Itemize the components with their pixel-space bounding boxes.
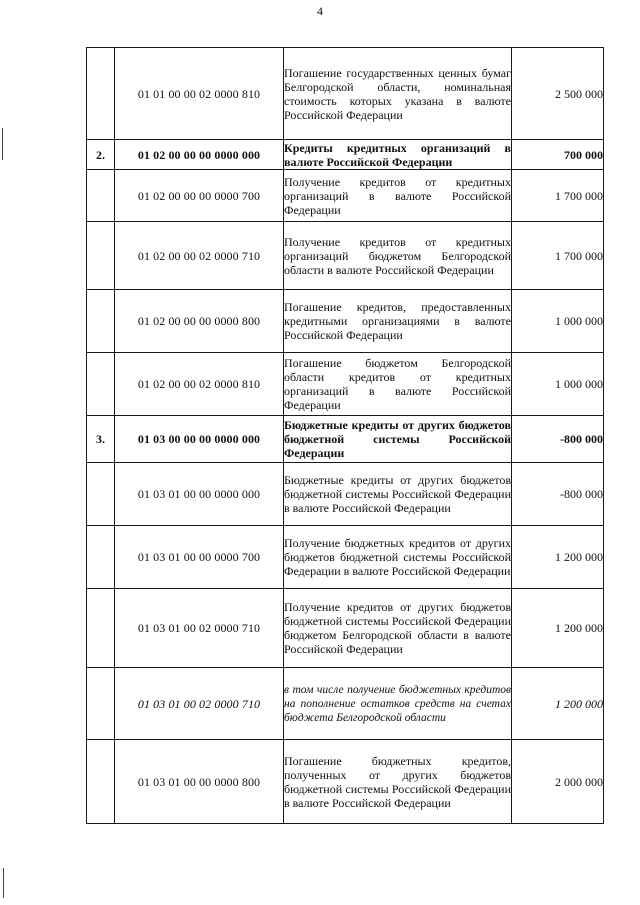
- table-row: [87, 222, 604, 290]
- budget-classification-code: 01 02 00 00 00 0000 800: [115, 290, 284, 353]
- row-amount: 1 200 000: [512, 526, 604, 589]
- row-amount: -800 000: [512, 463, 604, 526]
- table-row: [87, 740, 604, 824]
- budget-classification-code: 01 03 01 00 00 0000 800: [115, 740, 284, 824]
- binding-mark: [3, 868, 4, 898]
- row-description: Получение бюджетных кредитов от других бюджетов бюджетной системы Российской Федерации в валюте Российской Федерации: [284, 526, 512, 589]
- table-row: [87, 668, 604, 740]
- row-number: [87, 48, 115, 140]
- row-amount: 2 000 000: [512, 740, 604, 824]
- row-description: Кредиты кредитных организаций в валюте Российской Федерации: [284, 140, 511, 169]
- table-row: [87, 526, 604, 589]
- row-number: [87, 668, 115, 740]
- row-amount: 1 700 000: [512, 170, 604, 222]
- budget-classification-code: 01 03 01 00 02 0000 710: [115, 668, 284, 740]
- row-description: Погашение бюджетных кредитов, полученных от других бюджетов бюджетной системы Российской Федерации в валюте Российской Федерации: [284, 740, 512, 824]
- table-row: [87, 353, 604, 416]
- row-description: Погашение кредитов, предоставленных кредитными организациями в валюте Российской Федерации: [284, 290, 512, 353]
- row-amount: 1 000 000: [512, 353, 604, 416]
- table-row: [87, 290, 604, 353]
- budget-classification-code: 01 03 01 00 00 0000 000: [115, 463, 284, 526]
- table-row: [87, 463, 604, 526]
- row-amount: 1 200 000: [512, 589, 604, 668]
- row-description: Погашение государственных ценных бумаг Белгородской области, номинальная стоимость которых указана в валюте Российской Федерации: [284, 48, 512, 140]
- row-amount: -800 000: [512, 416, 604, 463]
- budget-classification-code: 01 03 00 00 00 0000 000: [115, 416, 284, 463]
- row-amount: 1 700 000: [512, 222, 604, 290]
- row-number: [87, 463, 115, 526]
- binding-mark: [2, 128, 3, 160]
- budget-classification-code: 01 03 01 00 00 0000 700: [115, 526, 284, 589]
- row-description: Погашение бюджетом Белгородской области кредитов от кредитных организаций в валюте Российской Федерации: [284, 353, 512, 416]
- row-description: Бюджетные кредиты от других бюджетов бюджетной системы Российской Федерации в валюте Российской Федерации: [284, 463, 512, 526]
- table-row: [87, 589, 604, 668]
- row-amount: 1 000 000: [512, 290, 604, 353]
- row-number: [87, 170, 115, 222]
- row-description: Получение кредитов от других бюджетов бюджетной системы Российской Федерации бюджетом Белгородской области в валюте Российской Федерации: [284, 589, 512, 668]
- sources-of-financing-table: [86, 47, 604, 824]
- row-number: [87, 290, 115, 353]
- row-amount: 2 500 000: [512, 48, 604, 140]
- table-row: [87, 140, 604, 170]
- row-description: в том числе получение бюджетных кредитов на пополнение остатков средств на счетах бюджета Белгородской области: [284, 668, 512, 740]
- row-number: [87, 740, 115, 824]
- budget-classification-code: 01 01 00 00 02 0000 810: [115, 48, 284, 140]
- budget-classification-code: 01 02 00 00 00 0000 000: [115, 140, 284, 170]
- row-description: Получение кредитов от кредитных организаций в валюте Российской Федерации: [284, 170, 512, 222]
- row-description: Бюджетные кредиты от других бюджетов бюджетной системы Российской Федерации: [284, 416, 512, 463]
- row-description: Получение кредитов от кредитных организаций бюджетом Белгородской области в валюте Российской Федерации: [284, 222, 512, 290]
- budget-classification-code: 01 02 00 00 00 0000 700: [115, 170, 284, 222]
- row-amount: 1 200 000: [512, 668, 604, 740]
- budget-classification-code: 01 02 00 00 02 0000 710: [115, 222, 284, 290]
- table-row: [87, 170, 604, 222]
- row-number: [87, 222, 115, 290]
- budget-classification-code: 01 03 01 00 02 0000 710: [115, 589, 284, 668]
- budget-classification-code: 01 02 00 00 02 0000 810: [115, 353, 284, 416]
- table-row: [87, 48, 604, 140]
- row-number: [87, 353, 115, 416]
- row-number: [87, 589, 115, 668]
- row-number: [87, 526, 115, 589]
- row-number: 3.: [87, 416, 115, 463]
- page-number: 4: [317, 4, 323, 18]
- table-row: [87, 416, 604, 463]
- row-amount: 700 000: [512, 140, 604, 170]
- row-number: 2.: [87, 140, 115, 170]
